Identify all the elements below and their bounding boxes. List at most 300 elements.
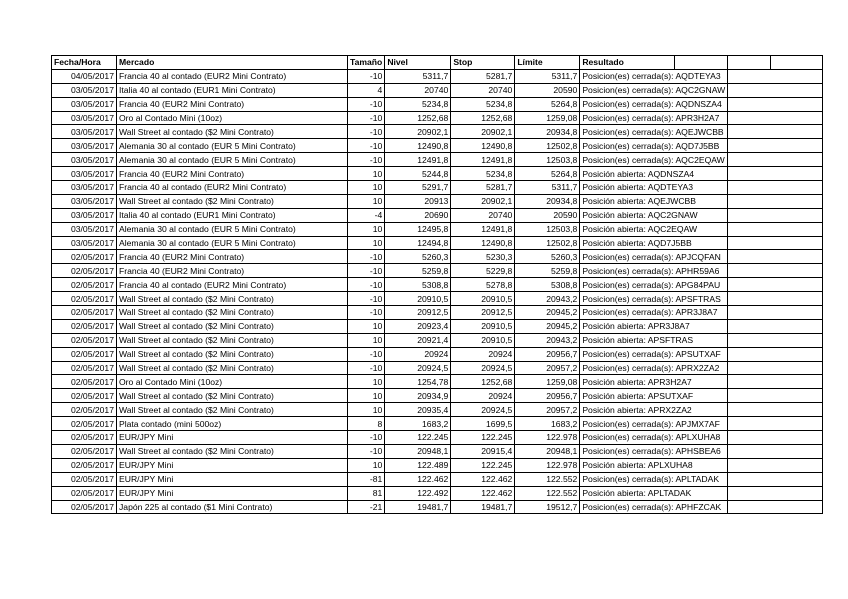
cell-empty: [728, 319, 823, 333]
cell-resultado: Posicion(es) cerrada(s): APJMX7AF: [580, 417, 728, 431]
cell-empty: [728, 458, 823, 472]
cell-fecha-hora: 03/05/2017: [52, 167, 117, 181]
cell-resultado: Posición abierta: APRX2ZA2: [580, 403, 728, 417]
cell-mercado: Alemania 30 al contado (EUR 5 Mini Contrato): [117, 139, 348, 153]
cell-mercado: Francia 40 al contado (EUR2 Mini Contrato): [117, 181, 348, 195]
cell-tamano: 10: [348, 319, 385, 333]
cell-limite: 20943,2: [515, 292, 580, 306]
cell-stop: 5229,8: [451, 264, 515, 278]
cell-stop: 20910,5: [451, 292, 515, 306]
cell-empty: [728, 278, 823, 292]
header-empty-1: [674, 56, 728, 70]
cell-nivel: 5259,8: [385, 264, 451, 278]
cell-tamano: 10: [348, 236, 385, 250]
header-nivel: Nivel: [385, 56, 451, 70]
cell-nivel: 5234,8: [385, 97, 451, 111]
header-stop: Stop: [451, 56, 515, 70]
cell-limite: 122.978: [515, 458, 580, 472]
cell-fecha-hora: 02/05/2017: [52, 306, 117, 320]
cell-empty: [728, 375, 823, 389]
cell-empty: [728, 472, 823, 486]
cell-mercado: Wall Street al contado ($2 Mini Contrato): [117, 444, 348, 458]
cell-fecha-hora: 03/05/2017: [52, 83, 117, 97]
cell-nivel: 12494,8: [385, 236, 451, 250]
cell-nivel: 122.245: [385, 431, 451, 445]
table-row: [52, 181, 823, 195]
cell-mercado: Wall Street al contado ($2 Mini Contrato): [117, 361, 348, 375]
cell-mercado: Wall Street al contado ($2 Mini Contrato): [117, 319, 348, 333]
cell-mercado: Alemania 30 al contado (EUR 5 Mini Contrato): [117, 222, 348, 236]
cell-empty: [728, 500, 823, 514]
cell-limite: 122.552: [515, 472, 580, 486]
cell-mercado: Francia 40 (EUR2 Mini Contrato): [117, 264, 348, 278]
table-row: [52, 458, 823, 472]
table-row: [52, 389, 823, 403]
table-row: [52, 194, 823, 208]
cell-empty: [728, 125, 823, 139]
cell-tamano: -10: [348, 306, 385, 320]
cell-resultado: Posicion(es) cerrada(s): AQDNSZA4: [580, 97, 728, 111]
cell-stop: 12490,8: [451, 139, 515, 153]
cell-resultado: Posición abierta: APR3J8A7: [580, 319, 728, 333]
cell-tamano: -10: [348, 347, 385, 361]
cell-tamano: 4: [348, 83, 385, 97]
cell-empty: [728, 83, 823, 97]
table-row: [52, 97, 823, 111]
cell-fecha-hora: 02/05/2017: [52, 431, 117, 445]
cell-mercado: Francia 40 (EUR2 Mini Contrato): [117, 250, 348, 264]
cell-empty: [728, 181, 823, 195]
cell-stop: 20915,4: [451, 444, 515, 458]
cell-nivel: 20921,4: [385, 333, 451, 347]
cell-empty: [728, 333, 823, 347]
cell-fecha-hora: 02/05/2017: [52, 444, 117, 458]
cell-mercado: Oro al Contado Mini (10oz): [117, 375, 348, 389]
cell-fecha-hora: 03/05/2017: [52, 194, 117, 208]
cell-fecha-hora: 02/05/2017: [52, 319, 117, 333]
cell-resultado: Posicion(es) cerrada(s): AQC2GNAW: [580, 83, 728, 97]
cell-tamano: 10: [348, 403, 385, 417]
cell-resultado: Posición abierta: AQC2EQAW: [580, 222, 728, 236]
header-row: [52, 56, 823, 70]
cell-limite: 20957,2: [515, 361, 580, 375]
table-row: [52, 125, 823, 139]
cell-resultado: Posicion(es) cerrada(s): APHFZCAK: [580, 500, 728, 514]
cell-fecha-hora: 03/05/2017: [52, 139, 117, 153]
cell-tamano: 10: [348, 181, 385, 195]
cell-resultado: Posicion(es) cerrada(s): AQD7J5BB: [580, 139, 728, 153]
header-resultado: Resultado: [580, 56, 674, 70]
cell-nivel: 20913: [385, 194, 451, 208]
cell-resultado: Posición abierta: AQDTEYA3: [580, 181, 728, 195]
cell-tamano: 10: [348, 222, 385, 236]
positions-table: [51, 55, 823, 514]
cell-empty: [728, 486, 823, 500]
cell-fecha-hora: 02/05/2017: [52, 264, 117, 278]
table-row: [52, 319, 823, 333]
cell-resultado: Posicion(es) cerrada(s): APHR59A6: [580, 264, 728, 278]
cell-tamano: -10: [348, 139, 385, 153]
table-row: [52, 264, 823, 278]
table-row: [52, 167, 823, 181]
cell-mercado: Francia 40 (EUR2 Mini Contrato): [117, 167, 348, 181]
cell-limite: 12503,8: [515, 153, 580, 167]
cell-mercado: Wall Street al contado ($2 Mini Contrato): [117, 333, 348, 347]
cell-limite: 1259,08: [515, 375, 580, 389]
cell-empty: [728, 69, 823, 83]
cell-mercado: Wall Street al contado ($2 Mini Contrato): [117, 306, 348, 320]
table-row: [52, 292, 823, 306]
cell-empty: [728, 167, 823, 181]
cell-limite: 20943,2: [515, 333, 580, 347]
cell-stop: 5234,8: [451, 167, 515, 181]
cell-resultado: Posición abierta: APSUTXAF: [580, 389, 728, 403]
cell-limite: 20956,7: [515, 389, 580, 403]
cell-limite: 5264,8: [515, 97, 580, 111]
cell-limite: 122.552: [515, 486, 580, 500]
cell-tamano: -10: [348, 431, 385, 445]
cell-tamano: -10: [348, 292, 385, 306]
header-empty-2: [728, 56, 771, 70]
cell-stop: 122.245: [451, 458, 515, 472]
cell-tamano: 8: [348, 417, 385, 431]
cell-nivel: 5308,8: [385, 278, 451, 292]
cell-limite: 5264,8: [515, 167, 580, 181]
cell-empty: [728, 208, 823, 222]
cell-limite: 20948,1: [515, 444, 580, 458]
cell-limite: 12502,8: [515, 236, 580, 250]
cell-tamano: -10: [348, 278, 385, 292]
cell-tamano: -10: [348, 361, 385, 375]
cell-fecha-hora: 02/05/2017: [52, 375, 117, 389]
cell-stop: 20910,5: [451, 319, 515, 333]
table-row: [52, 347, 823, 361]
cell-empty: [728, 153, 823, 167]
cell-limite: 5308,8: [515, 278, 580, 292]
cell-fecha-hora: 03/05/2017: [52, 125, 117, 139]
cell-mercado: Italia 40 al contado (EUR1 Mini Contrato): [117, 208, 348, 222]
table-row: [52, 83, 823, 97]
table-row: [52, 69, 823, 83]
table-row: [52, 431, 823, 445]
cell-tamano: -4: [348, 208, 385, 222]
cell-empty: [728, 417, 823, 431]
cell-limite: 20956,7: [515, 347, 580, 361]
cell-empty: [728, 236, 823, 250]
cell-limite: 5259,8: [515, 264, 580, 278]
table-row: [52, 472, 823, 486]
cell-empty: [728, 194, 823, 208]
cell-fecha-hora: 02/05/2017: [52, 417, 117, 431]
cell-resultado: Posición abierta: APR3H2A7: [580, 375, 728, 389]
cell-fecha-hora: 02/05/2017: [52, 333, 117, 347]
table-body: [52, 69, 823, 514]
table-row: [52, 222, 823, 236]
cell-mercado: Francia 40 al contado (EUR2 Mini Contrato): [117, 278, 348, 292]
cell-empty: [728, 222, 823, 236]
cell-mercado: Alemania 30 al contado (EUR 5 Mini Contrato): [117, 236, 348, 250]
cell-fecha-hora: 02/05/2017: [52, 347, 117, 361]
cell-fecha-hora: 03/05/2017: [52, 111, 117, 125]
cell-fecha-hora: 02/05/2017: [52, 250, 117, 264]
cell-mercado: Oro al Contado Mini (10oz): [117, 111, 348, 125]
cell-tamano: 10: [348, 375, 385, 389]
cell-empty: [728, 264, 823, 278]
cell-stop: 20902,1: [451, 125, 515, 139]
cell-empty: [728, 250, 823, 264]
cell-limite: 20945,2: [515, 319, 580, 333]
table-row: [52, 500, 823, 514]
cell-nivel: 12495,8: [385, 222, 451, 236]
cell-resultado: Posicion(es) cerrada(s): APRX2ZA2: [580, 361, 728, 375]
cell-mercado: Japón 225 al contado ($1 Mini Contrato): [117, 500, 348, 514]
cell-empty: [728, 97, 823, 111]
cell-nivel: 19481,7: [385, 500, 451, 514]
cell-fecha-hora: 02/05/2017: [52, 403, 117, 417]
cell-tamano: -10: [348, 125, 385, 139]
cell-resultado: Posición abierta: AQD7J5BB: [580, 236, 728, 250]
cell-resultado: Posición abierta: APLXUHA8: [580, 458, 728, 472]
table-row: [52, 417, 823, 431]
cell-fecha-hora: 02/05/2017: [52, 486, 117, 500]
cell-empty: [728, 139, 823, 153]
cell-tamano: -10: [348, 264, 385, 278]
cell-resultado: Posicion(es) cerrada(s): APR3J8A7: [580, 306, 728, 320]
cell-mercado: Wall Street al contado ($2 Mini Contrato): [117, 125, 348, 139]
table-row: [52, 278, 823, 292]
cell-nivel: 20740: [385, 83, 451, 97]
cell-stop: 20924,5: [451, 403, 515, 417]
cell-limite: 1259,08: [515, 111, 580, 125]
cell-mercado: Francia 40 (EUR2 Mini Contrato): [117, 97, 348, 111]
cell-nivel: 122.489: [385, 458, 451, 472]
cell-resultado: Posicion(es) cerrada(s): APG84PAU: [580, 278, 728, 292]
cell-nivel: 1254,78: [385, 375, 451, 389]
cell-resultado: Posicion(es) cerrada(s): AQEJWCBB: [580, 125, 728, 139]
cell-resultado: Posicion(es) cerrada(s): AQDTEYA3: [580, 69, 728, 83]
cell-tamano: 10: [348, 167, 385, 181]
cell-stop: 20740: [451, 208, 515, 222]
cell-fecha-hora: 03/05/2017: [52, 181, 117, 195]
cell-fecha-hora: 02/05/2017: [52, 361, 117, 375]
cell-tamano: 10: [348, 333, 385, 347]
table-row: [52, 306, 823, 320]
cell-limite: 20590: [515, 208, 580, 222]
cell-fecha-hora: 03/05/2017: [52, 222, 117, 236]
cell-mercado: EUR/JPY Mini: [117, 431, 348, 445]
cell-tamano: 81: [348, 486, 385, 500]
table-row: [52, 250, 823, 264]
cell-fecha-hora: 03/05/2017: [52, 236, 117, 250]
cell-limite: 12503,8: [515, 222, 580, 236]
cell-nivel: 122.462: [385, 472, 451, 486]
cell-limite: 20945,2: [515, 306, 580, 320]
cell-tamano: -10: [348, 250, 385, 264]
cell-limite: 12502,8: [515, 139, 580, 153]
cell-empty: [728, 444, 823, 458]
cell-stop: 20924: [451, 347, 515, 361]
cell-fecha-hora: 02/05/2017: [52, 472, 117, 486]
cell-tamano: -10: [348, 444, 385, 458]
cell-mercado: EUR/JPY Mini: [117, 472, 348, 486]
cell-resultado: Posicion(es) cerrada(s): APLXUHA8: [580, 431, 728, 445]
cell-stop: 5278,8: [451, 278, 515, 292]
cell-resultado: Posición abierta: AQC2GNAW: [580, 208, 728, 222]
header-fecha-hora: Fecha/Hora: [52, 56, 117, 70]
cell-mercado: Wall Street al contado ($2 Mini Contrato): [117, 194, 348, 208]
cell-mercado: EUR/JPY Mini: [117, 458, 348, 472]
header-tamano: Tamaño: [348, 56, 385, 70]
cell-stop: 5230,3: [451, 250, 515, 264]
cell-stop: 5281,7: [451, 181, 515, 195]
cell-nivel: 20912,5: [385, 306, 451, 320]
cell-resultado: Posición abierta: AQDNSZA4: [580, 167, 728, 181]
cell-stop: 20910,5: [451, 333, 515, 347]
cell-fecha-hora: 03/05/2017: [52, 153, 117, 167]
cell-resultado: Posicion(es) cerrada(s): APSUTXAF: [580, 347, 728, 361]
cell-stop: 122.462: [451, 472, 515, 486]
cell-fecha-hora: 02/05/2017: [52, 389, 117, 403]
cell-tamano: -10: [348, 69, 385, 83]
header-empty-3: [771, 56, 823, 70]
cell-nivel: 5260,3: [385, 250, 451, 264]
cell-stop: 1252,68: [451, 375, 515, 389]
cell-stop: 12490,8: [451, 236, 515, 250]
cell-tamano: 10: [348, 389, 385, 403]
cell-stop: 1252,68: [451, 111, 515, 125]
cell-stop: 5234,8: [451, 97, 515, 111]
cell-stop: 20740: [451, 83, 515, 97]
cell-stop: 20912,5: [451, 306, 515, 320]
table-row: [52, 333, 823, 347]
cell-empty: [728, 361, 823, 375]
cell-resultado: Posicion(es) cerrada(s): APJCQFAN: [580, 250, 728, 264]
cell-mercado: Wall Street al contado ($2 Mini Contrato): [117, 389, 348, 403]
cell-mercado: Plata contado (mini 500oz): [117, 417, 348, 431]
cell-fecha-hora: 04/05/2017: [52, 69, 117, 83]
cell-nivel: 20923,4: [385, 319, 451, 333]
cell-nivel: 5311,7: [385, 69, 451, 83]
cell-mercado: EUR/JPY Mini: [117, 486, 348, 500]
cell-mercado: Wall Street al contado ($2 Mini Contrato): [117, 347, 348, 361]
cell-stop: 122.245: [451, 431, 515, 445]
cell-resultado: Posición abierta: APLTADAK: [580, 486, 728, 500]
cell-tamano: 10: [348, 194, 385, 208]
cell-limite: 19512,7: [515, 500, 580, 514]
cell-nivel: 20935,4: [385, 403, 451, 417]
cell-limite: 5311,7: [515, 69, 580, 83]
table-row: [52, 403, 823, 417]
cell-nivel: 20902,1: [385, 125, 451, 139]
table-row: [52, 139, 823, 153]
table-row: [52, 208, 823, 222]
cell-limite: 5260,3: [515, 250, 580, 264]
cell-limite: 20590: [515, 83, 580, 97]
cell-stop: 20902,1: [451, 194, 515, 208]
cell-empty: [728, 403, 823, 417]
cell-empty: [728, 347, 823, 361]
cell-nivel: 122.492: [385, 486, 451, 500]
header-limite: Límite: [515, 56, 580, 70]
cell-stop: 12491,8: [451, 222, 515, 236]
cell-stop: 122.462: [451, 486, 515, 500]
cell-nivel: 1252,68: [385, 111, 451, 125]
cell-fecha-hora: 02/05/2017: [52, 292, 117, 306]
cell-nivel: 12490,8: [385, 139, 451, 153]
cell-tamano: -21: [348, 500, 385, 514]
cell-stop: 20924,5: [451, 361, 515, 375]
cell-fecha-hora: 02/05/2017: [52, 500, 117, 514]
cell-stop: 19481,7: [451, 500, 515, 514]
cell-resultado: Posición abierta: AQEJWCBB: [580, 194, 728, 208]
cell-tamano: -81: [348, 472, 385, 486]
cell-stop: 20924: [451, 389, 515, 403]
cell-nivel: 20924: [385, 347, 451, 361]
cell-resultado: Posicion(es) cerrada(s): APHSBEA6: [580, 444, 728, 458]
cell-stop: 1699,5: [451, 417, 515, 431]
cell-limite: 20957,2: [515, 403, 580, 417]
cell-resultado: Posición abierta: APSFTRAS: [580, 333, 728, 347]
cell-fecha-hora: 02/05/2017: [52, 278, 117, 292]
cell-empty: [728, 292, 823, 306]
cell-empty: [728, 431, 823, 445]
cell-fecha-hora: 03/05/2017: [52, 97, 117, 111]
cell-empty: [728, 111, 823, 125]
cell-nivel: 20910,5: [385, 292, 451, 306]
cell-limite: 20934,8: [515, 125, 580, 139]
cell-mercado: Italia 40 al contado (EUR1 Mini Contrato): [117, 83, 348, 97]
cell-stop: 12491,8: [451, 153, 515, 167]
cell-limite: 20934,8: [515, 194, 580, 208]
cell-limite: 5311,7: [515, 181, 580, 195]
cell-mercado: Alemania 30 al contado (EUR 5 Mini Contrato): [117, 153, 348, 167]
cell-resultado: Posicion(es) cerrada(s): AQC2EQAW: [580, 153, 728, 167]
cell-mercado: Wall Street al contado ($2 Mini Contrato): [117, 403, 348, 417]
cell-limite: 1683,2: [515, 417, 580, 431]
cell-mercado: Wall Street al contado ($2 Mini Contrato): [117, 292, 348, 306]
cell-nivel: 20690: [385, 208, 451, 222]
table-row: [52, 444, 823, 458]
cell-resultado: Posicion(es) cerrada(s): APSFTRAS: [580, 292, 728, 306]
cell-empty: [728, 389, 823, 403]
header-mercado: Mercado: [117, 56, 348, 70]
cell-nivel: 20934,9: [385, 389, 451, 403]
cell-nivel: 5291,7: [385, 181, 451, 195]
table-row: [52, 375, 823, 389]
table-row: [52, 111, 823, 125]
cell-fecha-hora: 03/05/2017: [52, 208, 117, 222]
cell-mercado: Francia 40 al contado (EUR2 Mini Contrato): [117, 69, 348, 83]
cell-empty: [728, 306, 823, 320]
cell-stop: 5281,7: [451, 69, 515, 83]
cell-tamano: 10: [348, 458, 385, 472]
cell-nivel: 12491,8: [385, 153, 451, 167]
cell-tamano: -10: [348, 97, 385, 111]
cell-nivel: 5244,8: [385, 167, 451, 181]
table-row: [52, 153, 823, 167]
cell-resultado: Posicion(es) cerrada(s): APR3H2A7: [580, 111, 728, 125]
cell-nivel: 20924,5: [385, 361, 451, 375]
cell-nivel: 20948,1: [385, 444, 451, 458]
cell-tamano: -10: [348, 111, 385, 125]
table-row: [52, 361, 823, 375]
cell-tamano: -10: [348, 153, 385, 167]
table-row: [52, 236, 823, 250]
cell-fecha-hora: 02/05/2017: [52, 458, 117, 472]
cell-resultado: Posicion(es) cerrada(s): APLTADAK: [580, 472, 728, 486]
cell-limite: 122.978: [515, 431, 580, 445]
table-row: [52, 486, 823, 500]
